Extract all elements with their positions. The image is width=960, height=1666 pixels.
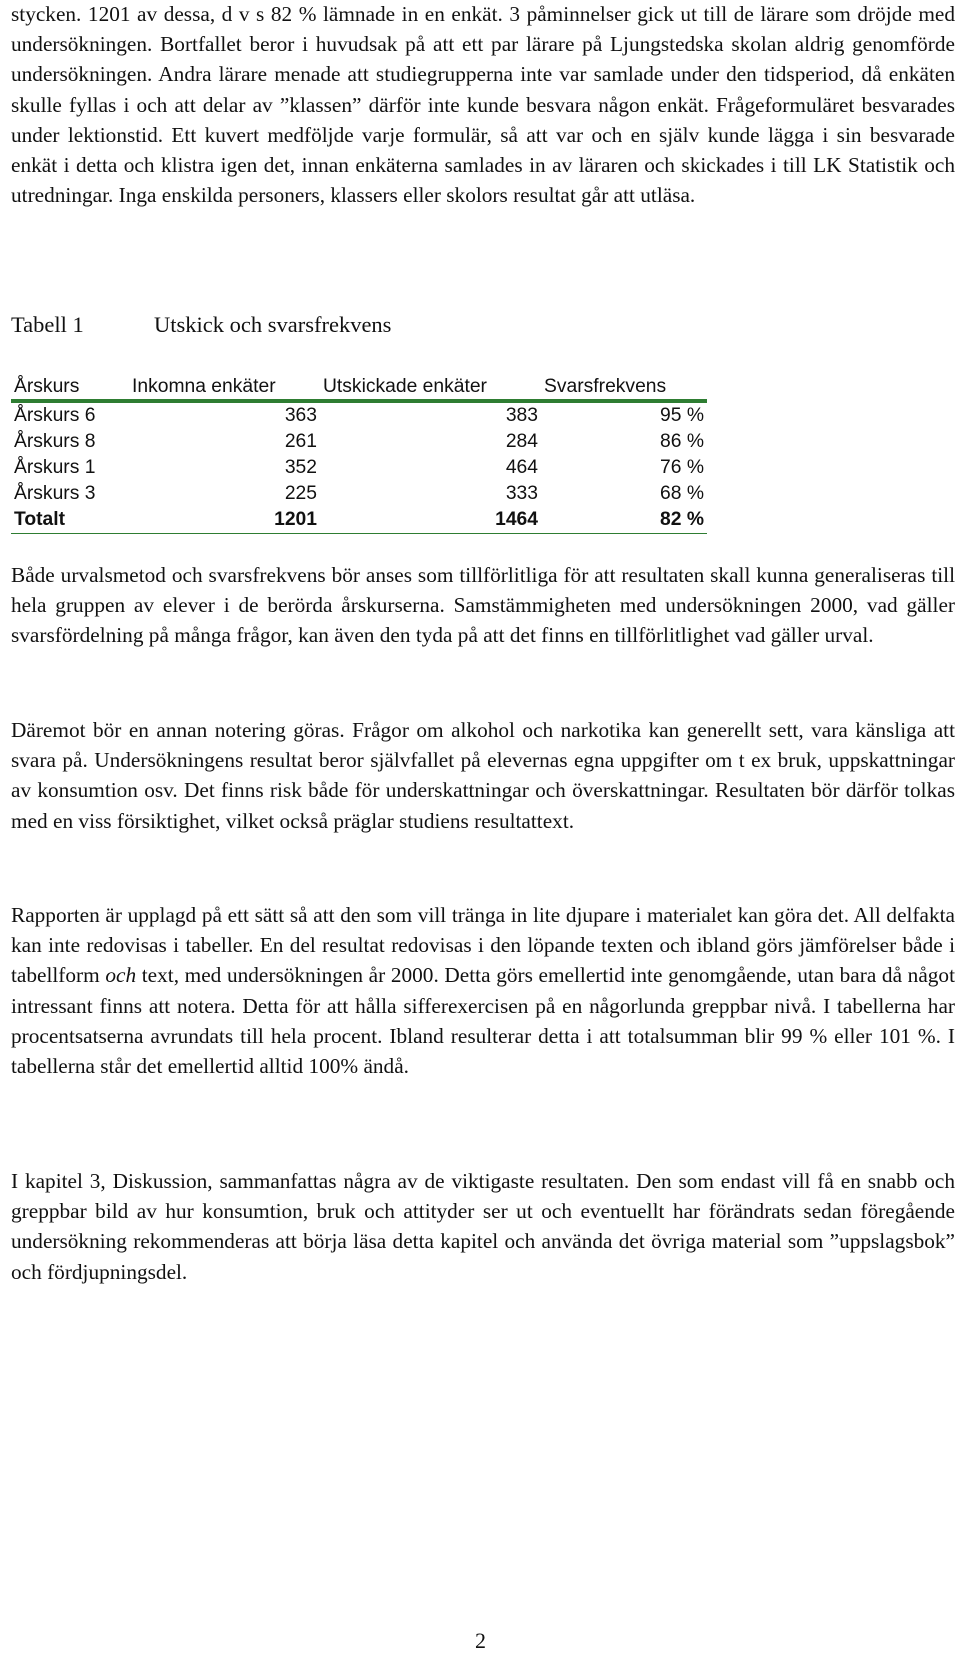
table-cell: 1464	[320, 507, 541, 534]
table-cell: Årskurs 1	[14, 457, 96, 478]
response-rate-table	[11, 374, 707, 534]
table-cell: 76 %	[660, 457, 704, 478]
table-cell: 333	[505, 483, 538, 504]
table-cell: 95 %	[660, 405, 704, 426]
table-cell: 261	[284, 431, 317, 452]
table-row	[11, 455, 707, 481]
paragraph-chapter-summary: I kapitel 3, Diskussion, sammanfattas några av de viktigaste resultaten. Den som endast vill få en snabb och greppbar bild av hur konsumtion, bruk och attityder ser ut och eventuellt har förändrats sedan föregående undersökning rekommenderas att börja läsa detta kapitel och använda det övriga material som ”uppslagsbok” och fördjupningsdel.	[11, 1169, 955, 1284]
table-cell: 82 %	[541, 507, 707, 534]
table-header-cell: Utskickade enkäter	[320, 374, 541, 401]
table-cell: 225	[284, 483, 317, 504]
italic-text: och	[105, 963, 137, 988]
page-number: 2	[475, 1628, 486, 1653]
table-cell: 1201	[129, 507, 320, 534]
table-caption-title: Utskick och svarsfrekvens	[154, 312, 392, 337]
table-cell: 464	[505, 457, 538, 478]
table-caption-number: Tabell 1	[11, 312, 84, 337]
table-cell: Årskurs 3	[14, 483, 96, 504]
table-cell: Årskurs 6	[14, 405, 96, 426]
table-row	[11, 401, 707, 429]
table-row	[11, 429, 707, 455]
table-cell: 363	[284, 405, 317, 426]
table-cell: 383	[505, 405, 538, 426]
table-cell: 68 %	[660, 483, 704, 504]
paragraph-report-structure	[11, 900, 955, 1081]
table-cell: Totalt	[11, 507, 129, 534]
table-cell: 352	[284, 457, 317, 478]
table-header-cell: Årskurs	[11, 374, 129, 401]
table-cell: Årskurs 8	[14, 431, 96, 452]
table-header-cell: Svarsfrekvens	[541, 374, 707, 401]
paragraph-caveat: Däremot bör en annan notering göras. Frågor om alkohol och narkotika kan generellt sett, vara känsliga att svara på. Undersökningens resultat beror självfallet på elevernas egna uppgifter om t ex bruk, uppskattningar av konsumtion osv. Det finns risk både för underskattningar och överskattningar. Resultaten bör därför tolkas med en viss försiktighet, vilket också präglar studiens resultattext.	[11, 718, 955, 833]
table-header-cell: Inkomna enkäter	[129, 374, 320, 401]
paragraph-reliability: Både urvalsmetod och svarsfrekvens bör anses som tillförlitliga för att resultaten skall kunna generaliseras till hela gruppen av elever i de berörda årskurserna. Samstämmigheten med undersökningen 2000, vad gäller svarsfördelning på många frågor, kan även den tyda på att det finns en tillförlitlighet vad gäller urval.	[11, 563, 955, 648]
table-header-row	[11, 374, 707, 401]
table-row	[11, 481, 707, 507]
paragraph-text: text, med undersökningen år 2000. Detta görs emellertid inte genomgående, utan bara då något intressant finns att notera. Detta för att hålla sifferexercisen på en någorlunda greppbar nivå. I tabellerna har procentsatserna avrundats till hela procent. Ibland resulterar detta i att totalsumman blir 99 % eller 101 %. I tabellerna står det emellertid alltid 100% ändå.	[11, 963, 955, 1079]
intro-paragraph: stycken. 1201 av dessa, d v s 82 % lämnade in en enkät. 3 påminnelser gick ut till de lärare som dröjde med undersökningen. Bortfallet beror i huvudsak på att ett par lärare på Ljungstedska skolan aldrig genomförde undersökningen. Andra lärare menade att studiegrupperna inte var samlade under den tidsperiod, då enkäten skulle fyllas i och att delar av ”klassen” därför inte kunde besvara någon enkät. Frågeformuläret besvarades under lektionstid. Ett kuvert medföljde varje formulär, så att var och en själv kunde lägga i sin besvarade enkät i detta och klistra igen det, innan enkäterna samlades in av läraren och skickades i till LK Statistik och utredningar. Inga enskilda personers, klassers eller skolors resultat går att utläsa.	[11, 2, 955, 208]
table-total-row	[11, 507, 707, 534]
table-cell: 86 %	[660, 431, 704, 452]
table-cell: 284	[505, 431, 538, 452]
paragraph-text: Rapporten är upplagd på ett sätt så att den som vill tränga in lite djupare i materialet kan göra det. All delfakta kan inte redovisas i tabeller. En del resultat redovisas i den löpande texten och ibland görs jämförelser både i tabellform	[11, 903, 955, 988]
